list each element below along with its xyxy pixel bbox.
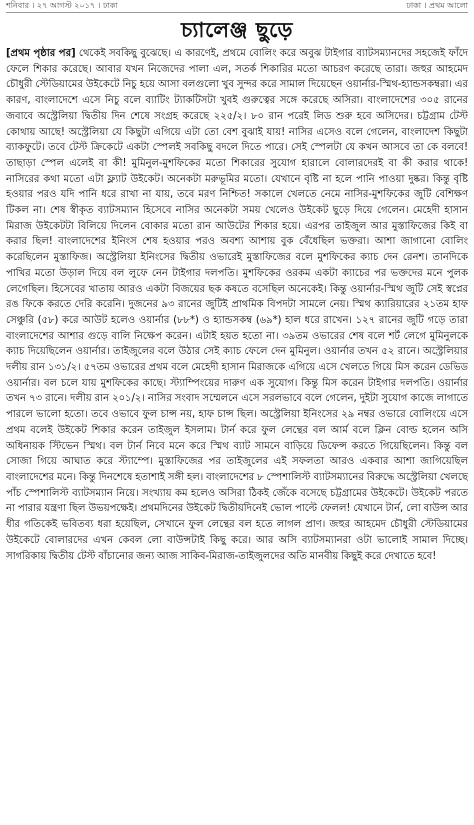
page-header-strip	[6, 0, 468, 13]
continuation-lead: [প্রথম পৃষ্ঠার পর]	[6, 48, 76, 59]
article-text: থেকেই সবকিছু বুঝেছে। এ কারণেই, প্রথমে বোলিং করে অবুঝ টাইগার ব্যাটসম্যানদের সহজেই ফাঁদে ফেলে শিকার করেছে। আবার যখন নিজেদের পালা এল, সতর্ক শিকারির মতো আচরণ করেছে তারা। জহুর আহমেদ চৌধুরী স্টেডিয়ামের উইকেটে নিচু হয়ে আসা বলগুলো খুব সুন্দর করে সামাল দিয়েছেন ওয়ার্নার-স্মিথ-হ্যান্ডসকম্বরা। এর কারণ, বাংলাদেশে এসে নিচু বলে ব্যাটিং ট্যাকটিসটা খুবই গুরুত্বের সঙ্গে করেছে অসিরা। বাংলাদেশের ৩০৫ রানের জবাবে অস্ট্রেলিয়া দ্বিতীয় দিন শেষে সংগ্রহ করেছে ২২৫/২। ৮০ রান পরেই লিড শুরু হবে অসিদের। চট্টগ্রাম টেস্ট কোথায় আছে! অস্ট্রেলিয়া যে কিছুটা এগিয়ে এটা তো বেশ বুঝাই যায়! নাসির এসেও বলে গেলেন, বাংলাদেশ কিছুটা ব্যাকফুটে। তবে টেস্ট ক্রিকেটে একটা স্পেলই সবকিছু বদলে দিতে পারে। সেই স্পেলটা যে কখন আসবে তা কে বলবে! তাছাড়া স্পেল এলেই বা কী! মুমিনুল-মুশফিকের মতো শিকারের সুযোগ হারালে বোলারদেরই বা কী করার থাকে! নাসিরের কথা মতো এটা ফ্ল্যাট উইকেট। অনেকটা মরুভূমির মতো। যেখানে বৃষ্টি না হলে পানি পাওয়া দুষ্কর। কিন্তু বৃষ্টি হওয়ার পরও যদি পানি ধরে রাখা না যায়, তবে মরণ নিশ্চিত! সকালে খেলতে নেমে নাসির-মুশফিকের জুটি বেশিক্ষণ টিকল না। শেষ স্বীকৃত ব্যাটসম্যান হিসেবে নাসির অনেকটা সময় খেলেও উইকেট ছুড়ে দিয়ে গেলেন। মেহেদী হাসান মিরাজ উইকেটটা বিলিয়ে দিলেন বোকার মতো রান আউটের শিকার হয়ে। এরপর তাইজুল আর মুস্তাফিজের কিই বা করার ছিল! বাংলাদেশের ইনিংস শেষ হওয়ার পরও অবশ্য আশায় বুক বেঁধেছিল ভক্তরা। আশা জাগানো বোলিং করেছিলেন মুস্তাফিজ। অস্ট্রেলিয়া ইনিংসের দ্বিতীয় ওভারেই মুস্তাফিজের বলে মুশফিকের ক্যাচ দেন রেনশ। তানদিকে পাখির মতো উড়াল দিয়ে বল লুফে নেন টাইগার দলপতি। মুশফিকের ওরকম একটা ক্যাচের পর ভক্তদের মনে পুলক লেগেছিল। হিসেবের খাতায় আরও একটা বিজয়ের ছক কষতে বসেছিল অনেকেই। কিন্তু ওয়ার্নার-স্মিথ জুটি সেই স্বপ্নের রঙ ফিকে করতে দেরি করেনি। দুজনের ৯৩ রানের জুটিই প্রাথমিক বিপদটা সামলে নেয়। স্মিথ ক্যারিয়ারের ২১তম হাফ সেঞ্চুরি (৫৮) করে আউট হলেও ওয়ার্নার (৮৮*) ও হ্যান্ডসকম্ব (৬৯*) হাল ধরে রাখেন। ১২৭ রানের জুটি গড়ে তারা বাংলাদেশের আশার গুড়ে বালি নিক্ষেপ করেন। এটাই হয়ত হতো না। ৩৯তম ওভারের শেষ বলে শর্ট লেগে মুমিনুলকে ক্যাচ দিয়েছিলেন ওয়ার্নার। তাইজুলের বলে উঠার সেই ক্যাচ ফেলে দেন মুমিনুল। ওয়ার্নার তখন ৫২ রানে। অস্ট্রেলিয়ার দলীয় রান ১৩১/২। ৫৭তম ওভারের প্রথম বলে মেহেদী হাসান মিরাজকে এগিয়ে এসে খেলতে গিয়ে মিস করেন ডেভিড ওয়ার্নার। বল চলে যায় মুশফিকের কাছে। স্ট্যাম্পিংয়ের দারুণ এক সুযোগ। কিন্তু মিস করেন টাইগার দলপতি। ওয়ার্নার তখন ৭৩ রানে। দলীয় রান ২০১/২। নাসির সংবাদ সম্মেলনে এসে সরলভাবে বলে গেলেন, দুইটা সুযোগ কাজে লাগাতে পারলে ভালো হতো। তবে ওভাবে ফুল চান্স নয়, হাফ চান্স ছিল। অস্ট্রেলিয়া ইনিংসের ২৯ নম্বর ওভারে বোলিংয়ে এসে প্রথম বলেই উইকেট শিকার করেন তাইজুল ইসলাম। টার্ন করে ফুল লেন্থের বল আর্ম বলে ক্লিন বোল্ড হলেন অসি অধিনায়ক স্টিভেন স্মিথ। বল টার্ন নিবে মনে করে স্মিথ ব্যাট সামনে বাড়িয়ে ডিফেন্স করতে গিয়েছিলেন। কিন্তু বল সোজা গিয়ে আঘাত করে স্ট্যাম্পে। মুস্তাফিজের পর তাইজুলের এই সফলতা আরও একবার আশা জাগিয়েছিল বাংলাদেশের মনে। কিন্তু দিনশেষে হতাশাই সঙ্গী হল। বাংলাদেশের ৮ স্পেশালিস্ট ব্যাটসম্যানের বিরুদ্ধে অস্ট্রেলিয়া খেলছে পাঁচ স্পেশালিস্ট ব্যাটসম্যান নিয়ে। সংখ্যায় কম হলেও অসিরা ঠিকই জেঁকে বসেছে চট্টগ্রামের উইকেটে। উইকেট পরতে না পারার যন্ত্রণা ছিল উভয়পক্ষেই। প্রথমদিনের উইকেট দ্বিতীয়দিনেই ভোল পাল্টে ফেলল! যেখানে টার্ন, লো বাউন্স আর ধীর গতিকেই ভবিতব্য ধরা হয়েছিল, সেখানে ফুল লেন্থের বল হতে লাগল প্রাণ। জহুর আহমেদ চৌধুরী স্টেডিয়ামের উইকেটে বোলারদের এখন কেবল লো বাউন্সটাই কিছু করে। আর অসি ব্যাটসম্যানরা ওটা ভালোই সামাল দিচ্ছে। সাগরিকায় দ্বিতীয় টেস্ট বাঁচানোর জন্য আজ সাকিব-মিরাজ-তাইজুলদের অতি মানবীয় কিছুই করে দেখাতে হবে!	[6, 48, 468, 562]
header-right-text: ঢাকা । প্রথম আলো	[406, 1, 468, 10]
article-paragraph	[6, 46, 468, 564]
article-title: চ্যালেঞ্জ ছুড়ে	[180, 18, 293, 42]
article-body	[6, 46, 468, 823]
header-left-text: শনিবার । ২৭ আগস্ট ২০১৭ । ঢাকা	[6, 1, 118, 10]
